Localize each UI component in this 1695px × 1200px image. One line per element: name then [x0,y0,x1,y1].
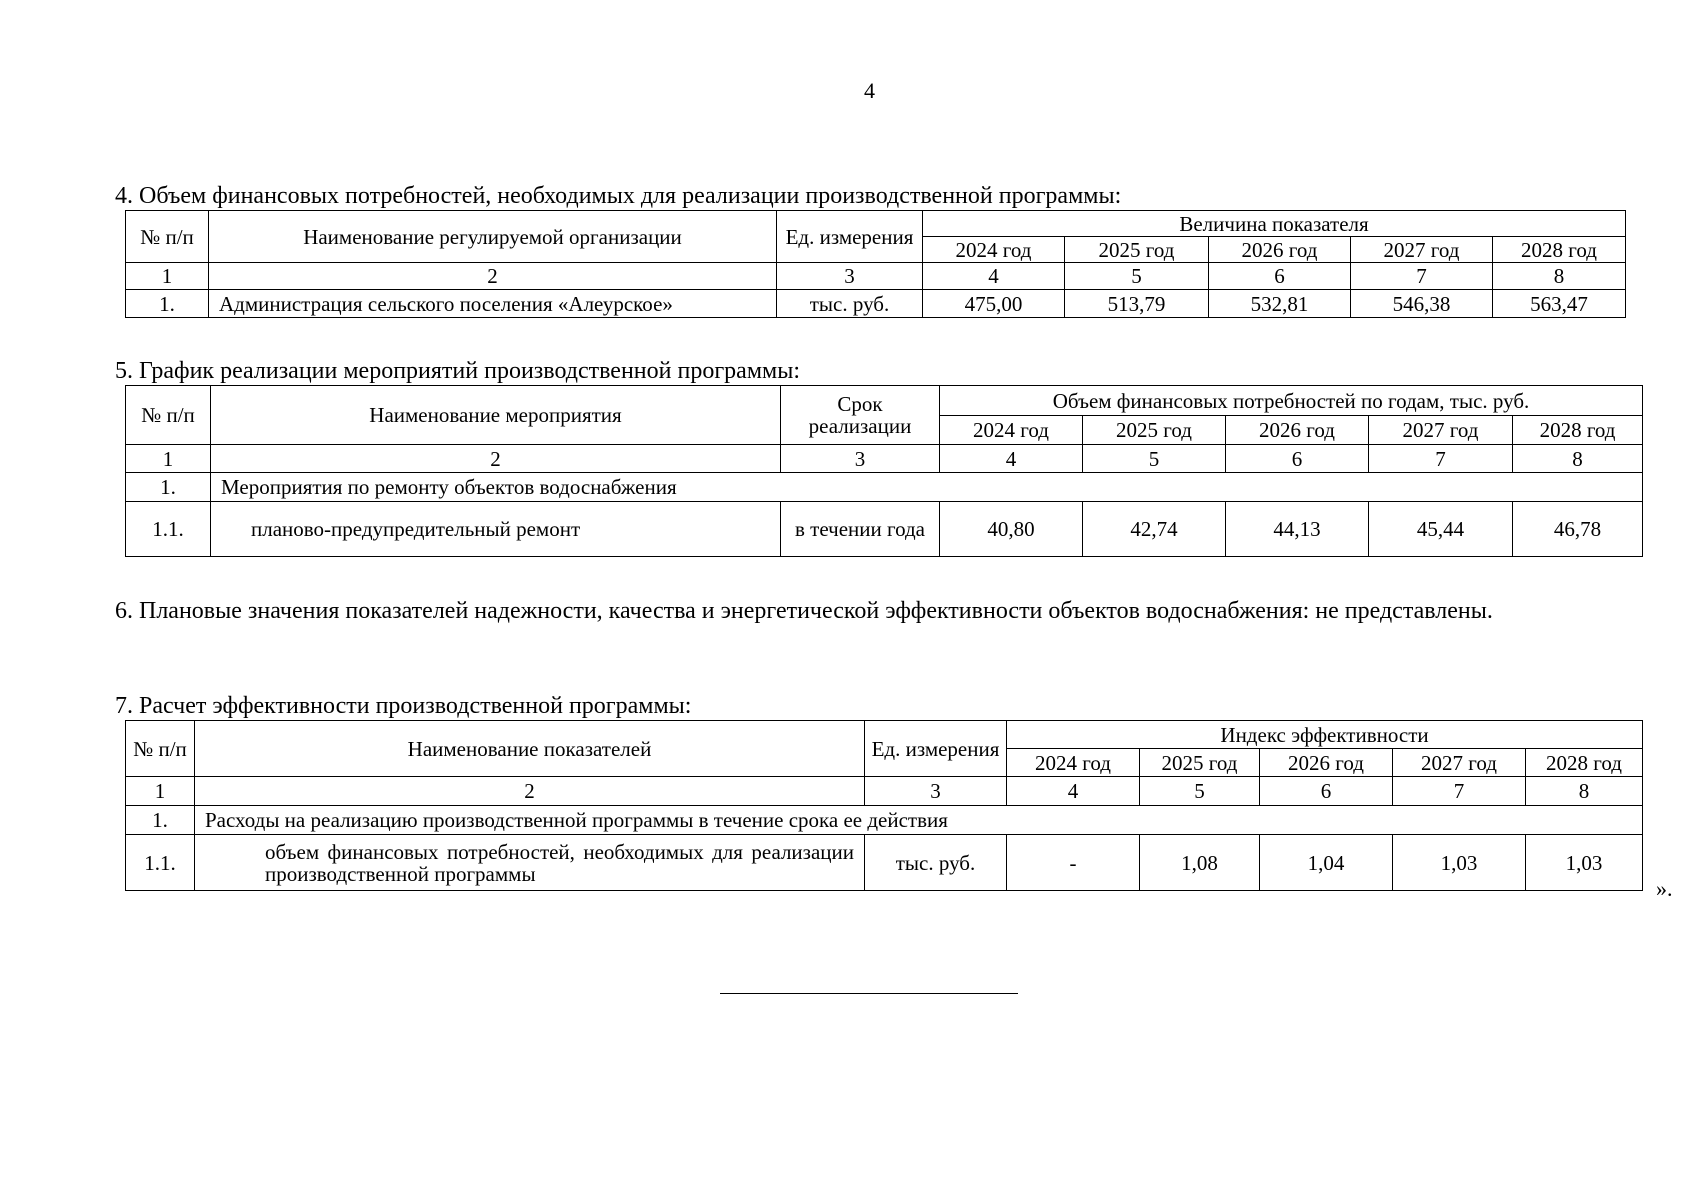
header-activity-name: Наименование мероприятия [211,386,781,445]
group-row [126,473,1643,502]
header-indicator-value: Величина показателя [923,211,1626,237]
efficiency-table [125,720,1643,891]
column-index: 3 [865,777,1007,806]
header-num: № п/п [126,211,209,263]
header-year: 2024 год [1007,749,1140,777]
column-index: 8 [1526,777,1643,806]
group-num: 1. [126,806,195,835]
column-index: 5 [1140,777,1260,806]
row-value: 1,03 [1393,835,1526,891]
header-year: 2024 год [940,416,1083,445]
row-value: 46,78 [1513,502,1643,557]
table-row [126,502,1643,557]
column-index: 4 [1007,777,1140,806]
header-num: № п/п [126,386,211,445]
page-number: 4 [864,78,875,103]
column-index: 7 [1393,777,1526,806]
row-value: 532,81 [1209,290,1351,318]
row-value: - [1007,835,1140,891]
column-index: 3 [777,263,923,290]
header-year: 2025 год [1083,416,1226,445]
table-row [126,290,1626,318]
row-value: 44,13 [1226,502,1369,557]
header-year: 2026 год [1260,749,1393,777]
section-6-paragraph: 6. Плановые значения показателей надежности, качества и энергетической эффективности объектов водоснабжения: не представлены. [115,598,1493,624]
schedule-table [125,385,1643,557]
column-index: 6 [1260,777,1393,806]
column-index: 7 [1369,445,1513,473]
header-org-name: Наименование регулируемой организации [209,211,777,263]
column-index: 3 [781,445,940,473]
row-value: 40,80 [940,502,1083,557]
column-index: 4 [923,263,1065,290]
header-unit: Ед. измерения [777,211,923,263]
row-num: 1.1. [126,502,211,557]
row-value: 42,74 [1083,502,1226,557]
row-value: 563,47 [1493,290,1626,318]
row-value: 513,79 [1065,290,1209,318]
table-row [126,835,1643,891]
column-index: 1 [126,445,211,473]
column-index: 7 [1351,263,1493,290]
header-unit: Ед. измерения [865,721,1007,777]
group-name: Расходы на реализацию производственной программы в течение срока ее действия [195,806,1643,835]
column-index: 2 [209,263,777,290]
row-value: 1,08 [1140,835,1260,891]
row-value: 475,00 [923,290,1065,318]
column-index: 2 [211,445,781,473]
header-year: 2027 год [1393,749,1526,777]
group-name: Мероприятия по ремонту объектов водоснабжения [211,473,1643,502]
section-5-heading: 5. График реализации мероприятий производственной программы: [115,358,800,384]
header-year: 2028 год [1513,416,1643,445]
column-index-row [126,263,1626,290]
column-index: 4 [940,445,1083,473]
group-num: 1. [126,473,211,502]
column-index: 2 [195,777,865,806]
header-year: 2025 год [1140,749,1260,777]
header-year: 2028 год [1526,749,1643,777]
header-year: 2028 год [1493,237,1626,263]
row-value: 1,04 [1260,835,1393,891]
section-4-heading: 4. Объем финансовых потребностей, необходимых для реализации производственной программы: [115,183,1122,209]
column-index: 5 [1083,445,1226,473]
row-num: 1.1. [126,835,195,891]
column-index: 6 [1209,263,1351,290]
column-index: 5 [1065,263,1209,290]
row-term: в течении года [781,502,940,557]
header-year: 2026 год [1209,237,1351,263]
header-year: 2024 год [923,237,1065,263]
column-index: 1 [126,263,209,290]
column-index-row [126,445,1643,473]
column-index-row [126,777,1643,806]
closing-rule [720,993,1018,994]
row-value: 546,38 [1351,290,1493,318]
row-org-name: Администрация сельского поселения «Алеурское» [209,290,777,318]
group-row [126,806,1643,835]
row-unit: тыс. руб. [865,835,1007,891]
header-year: 2027 год [1369,416,1513,445]
column-index: 8 [1513,445,1643,473]
header-term: Срок реализации [781,386,940,445]
closing-quote: ». [1656,876,1673,901]
header-year: 2026 год [1226,416,1369,445]
row-value: 1,03 [1526,835,1643,891]
row-value: 45,44 [1369,502,1513,557]
row-indicator-name: объем финансовых потребностей, необходимых для реализации производственной программы [195,835,865,891]
header-efficiency-index: Индекс эффективности [1007,721,1643,749]
header-indicator-name: Наименование показателей [195,721,865,777]
column-index: 8 [1493,263,1626,290]
header-year: 2025 год [1065,237,1209,263]
column-index: 6 [1226,445,1369,473]
header-year: 2027 год [1351,237,1493,263]
section-7-heading: 7. Расчет эффективности производственной программы: [115,693,692,719]
row-unit: тыс. руб. [777,290,923,318]
row-activity-name: планово-предупредительный ремонт [211,502,781,557]
financial-needs-table [125,210,1626,318]
header-num: № п/п [126,721,195,777]
header-financial-needs: Объем финансовых потребностей по годам, тыс. руб. [940,386,1643,416]
row-num: 1. [126,290,209,318]
column-index: 1 [126,777,195,806]
